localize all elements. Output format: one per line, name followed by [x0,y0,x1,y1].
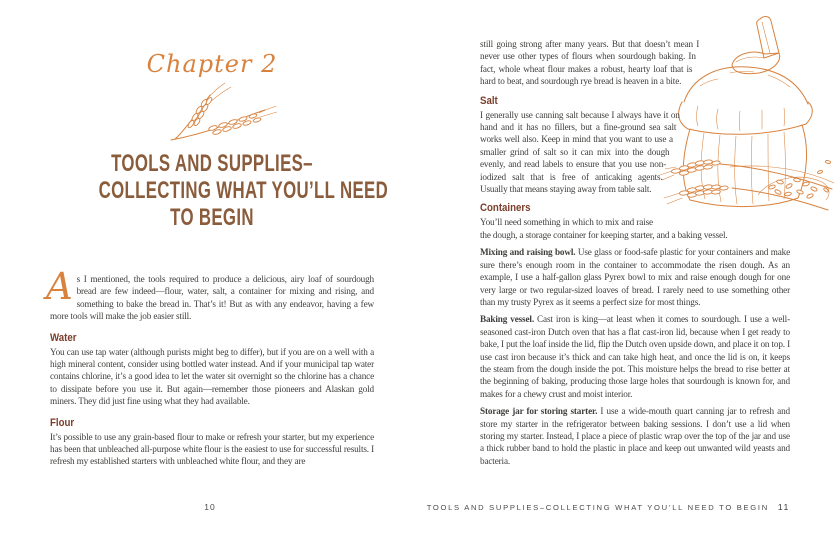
section-heading-containers: Containers [480,202,531,215]
chapter-title-line2: COLLECTING WHAT YOU’LL NEED [98,177,389,204]
section-heading-flour: Flour [50,416,75,429]
chapter-label: Chapter 2 [146,50,278,78]
running-footer-title: TOOLS AND SUPPLIES–COLLECTING WHAT YOU’LL NEED TO BEGIN [426,503,769,512]
page-right [420,0,840,540]
container-item-baking-vessel: Baking vessel. Cast iron is king—at least when it comes to sourdough. I use a well-seasoned cast-iron Dutch oven that has a flat cast-iron lid, because when I get ready to bake, I put the loaf inside the lid, flip the Dutch oven upside down, and place it on top. I use cast iron because it’s thick and can take high heat, and once the lid is on, it keeps the steam from the dough inside the pot. This moisture helps the bread to rise better at the beginning of baking, producing those large holes that sourdough is known for, and makes for a chewy crust and moist interior. [480,314,790,399]
right-page-text-flow [480,0,790,467]
container-item-mixing-bowl: Mixing and raising bowl. Use glass or food-safe plastic for your containers and make sure there’s enough room in the container to accommodate the risen dough. As an example, I use a half-gallon glass Pyrex bowl to mix and raise enough dough for one very large or two regular-sized loaves of bread. I rarely need to use something other than my trusty Pyrex as it seems a perfect size for most things. [480,247,791,307]
section-heading-salt: Salt [480,94,498,107]
container-item-storage-jar: Storage jar for storing starter. I use a wide-mouth quart canning jar to refresh and store my starter in the refrigerator between baking sessions. I don’t use a lid when storing my starter. Instead, I place a piece of plastic wrap over the top of the jar and use a thick rubber band to hold the plastic in place and keep out unwanted wild yeasts and bacteria. [480,406,790,466]
wheat-sprig-icon [147,82,277,142]
running-footer [427,502,790,512]
section-flour-text: It’s possible to use any grain-based flour to make or refresh your starter, but my experience has been that unbleached all-purpose white flour is the easiest to use for successful results. I refresh my established starters with unbleached white flour, and they are [50,431,374,467]
item-lead-mixing-bowl: Mixing and raising bowl. [480,247,576,258]
chapter-title [50,150,389,231]
item-lead-storage-jar: Storage jar for storing starter. [480,406,598,417]
section-heading-water: Water [50,331,77,344]
chapter-title-line3: TO BEGIN [170,204,254,231]
intro-paragraph [46,265,374,323]
chapter-title-line1: TOOLS AND SUPPLIES– [111,150,313,177]
page-number-left: 10 [204,502,216,512]
drop-cap: A [46,265,73,308]
section-water-text: You can use tap water (although purists might beg to differ), but if you are on a well with a high mineral content, consider using bottled water instead. And if your municipal tap water contains chlorine, it’s a good idea to let the water sit overnight so the chlorine has a chance to dissipate before you use it. But again—remember those pioneers and Alaskan gold miners. They did just fine using what they had available. [50,346,374,407]
section-salt-text: I generally use canning salt because I always have it on hand and it has no fillers, but a fine-ground sea salt works well also. Keep in mind that you want to use a smaller grind of salt so it can mix into the dough evenly, and read labels to ensure that you use non-iodized salt that is free of anticaking agents. Usually that means staying away from table salt. [480,109,680,195]
item-lead-baking-vessel: Baking vessel. [480,314,534,325]
section-containers-intro: You’ll need something in which to mix and raise the dough, a storage container for keeping starter, and a baking vessel. [480,217,728,240]
intro-text: s I mentioned, the tools required to produce a delicious, airy loaf of sourdough bread are few indeed—flour, water, salt, a container for mixing and rising, and something to bake the bread in. That’s it! But as with any endeavor, having a few more tools will make the job easier still. [50,274,374,322]
flour-continuation-text: still going strong after many years. But that doesn’t mean I never use other types of flours when sourdough baking. In fact, whole wheat flour makes a robust, hearty loaf that is hard to beat, and sourdough rye bread is heaven in a bite. [480,39,700,87]
page-number-right: 11 [777,502,790,512]
